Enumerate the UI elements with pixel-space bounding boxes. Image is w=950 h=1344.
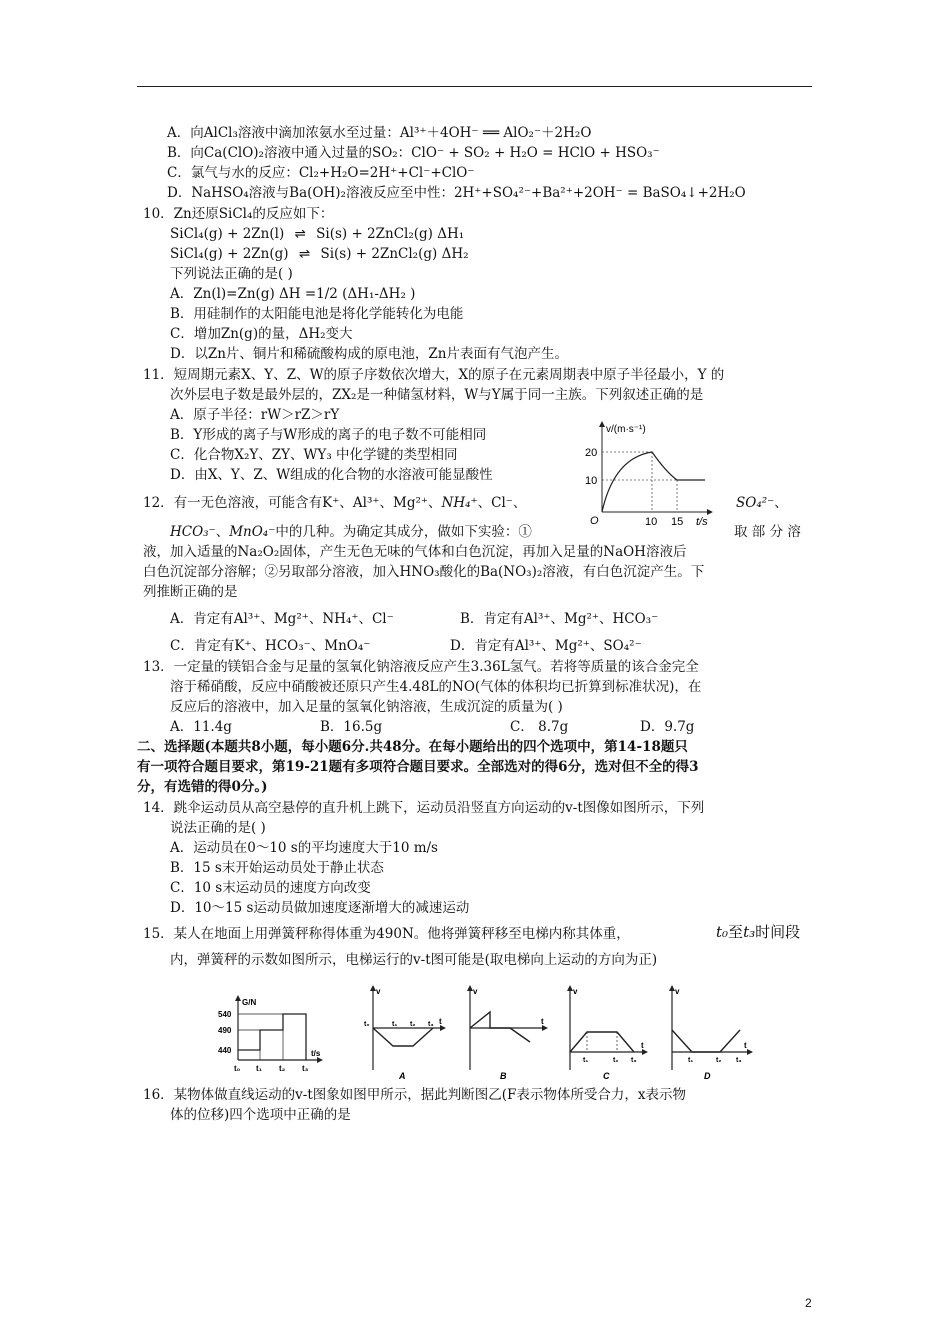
chart-c-t2: t₂	[613, 1057, 619, 1064]
q13-option-c: C． 8.7g	[510, 719, 569, 735]
q12-text-2b: 取 部 分 溶	[734, 524, 801, 540]
q12-text-1c: 、	[774, 495, 788, 511]
elevator-chart-c	[570, 987, 645, 1081]
q15-tail: 时间段	[755, 923, 801, 941]
t0-symbol: t₀	[716, 923, 729, 941]
chart-b-label: B	[500, 1071, 507, 1081]
chart-a-t0: t₀	[364, 1021, 370, 1028]
q12-line-5: 列推断正确的是	[143, 584, 238, 600]
gn-xtick-t0: t₀	[234, 1064, 241, 1073]
q9-option-c: C．氯气与水的反应：Cl₂+H₂O=2H⁺+Cl⁻+ClO⁻	[167, 165, 475, 181]
q11-option-a: A．原子半径：rW＞rZ＞rY	[170, 407, 340, 423]
q12-option-b: B．肯定有Al³⁺、Mg²⁺、HCO₃⁻	[460, 611, 659, 627]
vt-curve	[602, 452, 705, 512]
q10-option-d: D．以Zn片、铜片和稀硫酸构成的原电池，Zn片表面有气泡产生。	[170, 346, 568, 362]
q10-stem: 10．Zn还原SiCl₄的反应如下：	[143, 206, 334, 222]
chart-c-t3: t₃	[631, 1057, 637, 1064]
q11-option-d: D．由X、Y、Z、W组成的化合物的水溶液可能显酸性	[170, 467, 493, 483]
gn-chart	[218, 992, 328, 1074]
separator: 、	[215, 524, 230, 540]
gn-xtick-t1: t₁	[256, 1064, 262, 1073]
q11-option-b: B．Y形成的离子与W形成的离子的电子数不可能相同	[170, 427, 487, 443]
q10-eq1-right: Si(s) + 2ZnCl₂(g) ΔH₁	[316, 226, 465, 242]
q9-option-d: D．NaHSO₄溶液与Ba(OH)₂溶液反应至中性：2H⁺+SO₄²⁻+Ba²⁺+2OH⁻ = BaSO₄↓+2H₂O	[167, 185, 746, 201]
elevator-charts	[355, 982, 755, 1082]
elevator-chart-d	[672, 987, 750, 1081]
q10-option-b: B．用硅制作的太阳能电池是将化学能转化为电能	[170, 306, 464, 322]
q13-line-1: 13．一定量的镁铝合金与足量的氢氧化钠溶液反应产生3.36L氢气。若将等质量的该合金完全	[143, 659, 699, 675]
vt-origin: O	[590, 515, 599, 527]
gn-ytick-440: 440	[218, 1046, 232, 1055]
gn-xtick-t3: t₃	[302, 1064, 309, 1073]
q15-line-1-right	[716, 923, 800, 941]
q9-option-b: B．向Ca(ClO)₂溶液中通入过量的SO₂：ClO⁻ + SO₂ + H₂O = HClO + HSO₃⁻	[167, 145, 660, 161]
gn-ylabel: G/N	[242, 998, 257, 1007]
chart-d-t: t	[744, 1041, 747, 1050]
q13-line-3: 反应后的溶液中，加入足量的氢氧化钠溶液，生成沉淀的质量为( )	[170, 699, 563, 715]
q13-option-d: D．9.7g	[640, 719, 695, 735]
mno4-ion: MnO₄⁻	[229, 524, 276, 540]
q12-line-4: 白色沉淀部分溶解；②另取部分溶液，加入HNO₃酸化的Ba(NO₃)₂溶液，有白色沉淀产生。下	[143, 564, 705, 580]
q10-eq1-left: SiCl₄(g) + 2Zn(l)	[170, 226, 285, 242]
q10-option-a: A．Zn(l)=Zn(g) ΔH =1/2 (ΔH₁-ΔH₂ )	[170, 286, 416, 302]
gn-ytick-490: 490	[218, 1026, 232, 1035]
hco3-ion: HCO₃⁻	[170, 524, 216, 540]
chart-a-v: v	[376, 987, 381, 996]
chart-c-label: C	[603, 1071, 610, 1081]
equilibrium-arrow-icon: ⇌	[294, 226, 306, 242]
vt-xtick-10: 10	[645, 516, 658, 528]
q12-text-1: 12．有一无色溶液，可能含有K⁺、Al³⁺、Mg²⁺、	[143, 495, 442, 511]
chart-c-v: v	[573, 987, 578, 996]
section-2-line-1: 二、选择题(本题共8小题，每小题6分.共48分。在每小题给出的四个选项中，第14-18题只	[137, 739, 688, 755]
vt-chart	[580, 418, 720, 530]
chart-d-label: D	[704, 1071, 711, 1081]
q14-option-c: C．10 s末运动员的速度方向改变	[170, 880, 371, 896]
q12-text-1b: 、Cl⁻、	[477, 495, 527, 511]
q15-line-2: 内，弹簧秤的示数如图所示，电梯运行的v-t图可能是(取电梯向上运动的方向为正)	[170, 952, 658, 968]
chart-a-label: A	[399, 1071, 406, 1081]
elevator-chart-b	[470, 987, 545, 1081]
gn-step-line	[238, 1014, 306, 1060]
chart-b-v: v	[473, 987, 478, 996]
q12-line-2	[170, 523, 532, 541]
q10-eq2-left: SiCl₄(g) + 2Zn(g)	[170, 246, 289, 262]
q12-option-d: D．肯定有Al³⁺、Mg²⁺、SO₄²⁻	[450, 638, 642, 654]
chart-a-t: t	[439, 1017, 442, 1026]
gn-ytick-540: 540	[218, 1010, 232, 1019]
q10-eq2	[170, 245, 469, 263]
chart-d-v: v	[675, 987, 680, 996]
q12-option-c: C．肯定有K⁺、HCO₃⁻、MnO₄⁻	[170, 638, 371, 654]
vt-xtick-15: 15	[671, 516, 684, 528]
chart-c-t1: t₁	[583, 1057, 589, 1064]
equilibrium-arrow-icon: ⇌	[298, 246, 311, 262]
vt-ylabel: v/(m·s⁻¹)	[606, 424, 646, 435]
q12-line-1	[143, 494, 526, 512]
q10-eq2-right: Si(s) + 2ZnCl₂(g) ΔH₂	[320, 246, 469, 262]
q10-ask: 下列说法正确的是( )	[170, 266, 293, 282]
q13-line-2: 溶于稀硝酸，反应中硝酸被还原只产生4.48L的NO(气体的体积均已折算到标准状况)，在	[170, 679, 702, 695]
q12-line-3: 液，加入适量的Na₂O₂固体，产生无色无味的气体和白色沉淀，再加入足量的NaOH溶液后	[143, 544, 687, 560]
q9-option-a: A．向AlCl₃溶液中滴加浓氨水至过量：Al³⁺＋4OH⁻ ══ AlO₂⁻＋2H₂O	[167, 125, 592, 141]
q15-line-1	[143, 925, 630, 943]
chart-a-t2: t₂	[410, 1021, 416, 1028]
gn-xtick-t2: t₂	[279, 1064, 286, 1073]
q14-option-b: B．15 s末开始运动员处于静止状态	[170, 860, 384, 876]
section-2-line-3: 分，有选错的得0分。)	[137, 779, 268, 795]
q16-line-2: 体的位移)四个选项中正确的是	[170, 1107, 351, 1123]
page-number: 2	[805, 1296, 812, 1310]
vt-ytick-20: 20	[585, 447, 598, 459]
q14-option-a: A．运动员在0～10 s的平均速度大于10 m/s	[170, 840, 438, 856]
q11-stem-1: 11．短周期元素X、Y、Z、W的原子序数依次增大，X的原子在元素周期表中原子半径最小，Y 的	[143, 367, 725, 383]
vt-xlabel: t/s	[696, 516, 708, 528]
q15-mid: 至	[728, 923, 744, 941]
vt-ytick-10: 10	[585, 475, 598, 487]
elevator-chart-a	[364, 987, 443, 1081]
chart-d-t1: t₁	[688, 1057, 694, 1064]
q14-line-2: 说法正确的是( )	[170, 820, 266, 836]
q10-option-c: C．增加Zn(g)的量，ΔH₂变大	[170, 326, 353, 342]
q12-line-1-right	[736, 494, 788, 512]
chart-d-t2: t₂	[716, 1057, 722, 1064]
section-2-line-2: 有一项符合题目要求，第19-21题有多项符合题目要求。全部选对的得6分，选对但不全的得3	[137, 759, 699, 775]
q12-text-2: 中的几种。为确定其成分，做如下实验：①	[275, 524, 532, 540]
q13-option-b: B．16.5g	[320, 719, 383, 735]
chart-c-t: t	[641, 1041, 644, 1050]
q14-line-1: 14．跳伞运动员从高空悬停的直升机上跳下，运动员沿竖直方向运动的v-t图像如图所示，下列	[143, 800, 705, 816]
q12-option-a: A．肯定有Al³⁺、Mg²⁺、NH₄⁺、Cl⁻	[170, 611, 394, 627]
q16-line-1: 16．某物体做直线运动的v-t图象如图甲所示，据此判断图乙(F表示物体所受合力，x表示物	[143, 1087, 687, 1103]
chart-b-t: t	[541, 1017, 544, 1026]
chart-d-t3: t₃	[736, 1057, 742, 1064]
q10-eq1	[170, 225, 464, 243]
q11-option-c: C．化合物X₂Y、ZY、WY₃ 中化学键的类型相同	[170, 447, 458, 463]
q15-text-1: 15．某人在地面上用弹簧秤称得体重为490N。他将弹簧秤移至电梯内称其体重，	[143, 926, 630, 942]
nh4-ion: NH₄⁺	[441, 495, 478, 511]
q13-option-a: A．11.4g	[170, 719, 232, 735]
q14-option-d: D．10～15 s运动员做加速度逐渐增大的减速运动	[170, 900, 470, 916]
so4-ion: SO₄²⁻	[736, 495, 775, 511]
chart-a-t3: t₃	[428, 1021, 434, 1028]
q11-stem-2: 次外层电子数是最外层的，ZX₂是一种储氢材料，W与Y属于同一主族。下列叙述正确的是	[170, 387, 704, 403]
chart-a-t1: t₁	[392, 1021, 398, 1028]
t3-symbol: t₃	[743, 923, 756, 941]
header-rule	[137, 86, 812, 87]
gn-xlabel: t/s	[311, 1049, 321, 1058]
